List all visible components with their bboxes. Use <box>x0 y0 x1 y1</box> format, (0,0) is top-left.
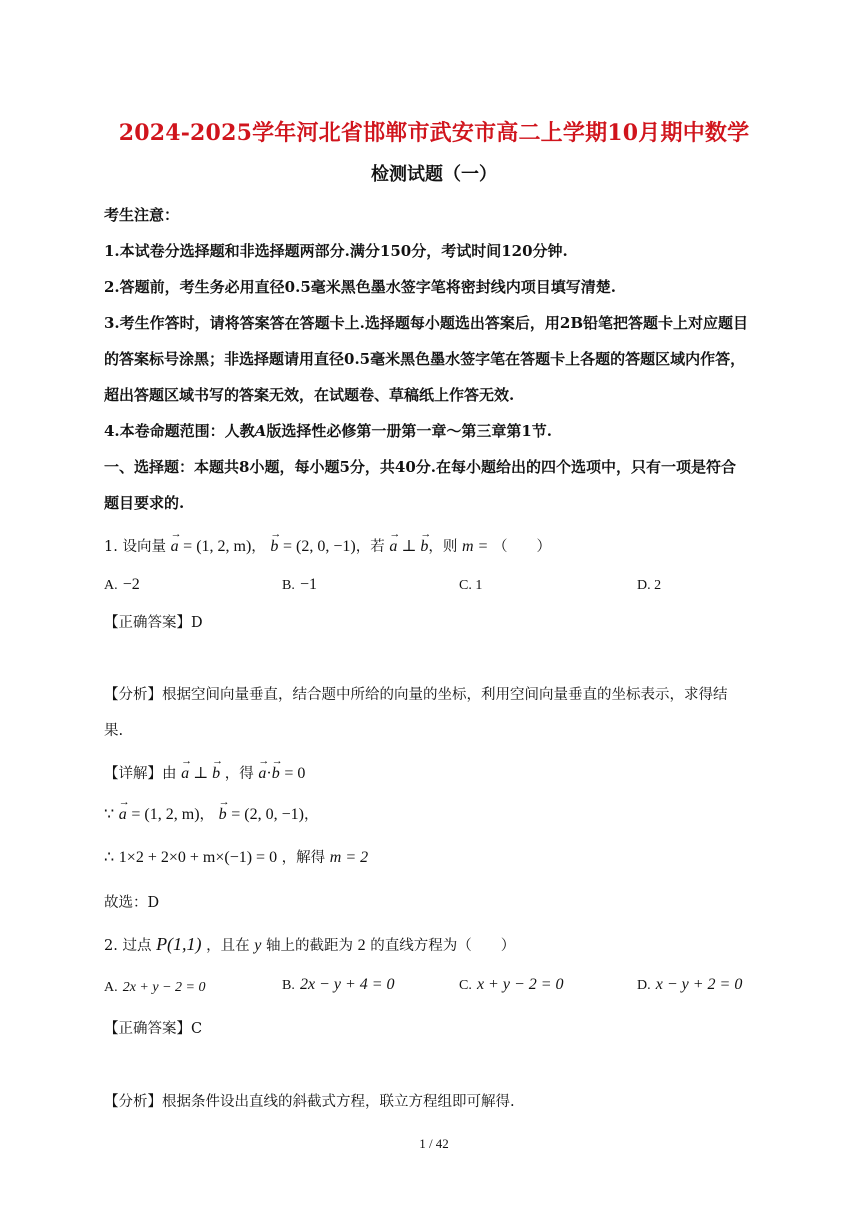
q1-detail-line2: ∵ → a = (1, 2, m)， → b = (2, 0, −1)， <box>104 803 318 824</box>
q1-answer: 【正确答案】D <box>104 615 203 631</box>
notice-item-4: 4.本卷命题范围：人教A版选择性必修第一册第一章～第三章第1节. <box>104 422 552 440</box>
notice-item-3-line3: 超出答题区域书写的答案无效，在试题卷、草稿纸上作答无效. <box>104 386 515 404</box>
q2-answer: 【正确答案】C <box>104 1021 203 1037</box>
document-title-line1: 2024-2025学年河北省邯郸市武安市高二上学期10月期中数学 <box>118 120 750 146</box>
q2-option-d: D. x − y + 2 = 0 <box>637 976 743 993</box>
q2-analysis: 【分析】根据条件设出直线的斜截式方程，联立方程组即可解得. <box>104 1094 515 1110</box>
document-title-line2: 检测试题（一） <box>371 164 497 185</box>
notice-item-1: 1.本试卷分选择题和非选择题两部分.满分150分，考试时间120分钟. <box>104 242 568 260</box>
q2-option-c: C. x + y − 2 = 0 <box>459 976 564 993</box>
vector-a: → a <box>171 538 179 556</box>
q1-option-b: B. −1 <box>282 576 317 593</box>
q1-detail-line3: ∴ 1×2 + 2×0 + m×(−1) = 0 ，解得 m = 2 <box>104 849 369 866</box>
vector-b: → b <box>270 538 278 556</box>
q1-analysis-line2: 果. <box>104 723 124 739</box>
q1-analysis-line1: 【分析】根据空间向量垂直，结合题中所给的向量的坐标，利用空间向量垂直的坐标表示，求得结 <box>104 687 728 703</box>
q1-option-d: D. 2 <box>637 578 662 593</box>
q1-option-c: C. 1 <box>459 578 483 593</box>
q1-detail-line1: 【详解】由 → a ⊥ → b ，得 → a·→ b = 0 <box>104 762 305 783</box>
page-number: 1 / 42 <box>419 1136 449 1151</box>
notice-item-2: 2.答题前，考生务必用直径0.5毫米黑色墨水签字笔将密封线内项目填写清楚. <box>104 278 616 296</box>
question-2-stem: 2. 过点 P(1,1) ，且在 y 轴上的截距为 2 的直线方程为（ ） <box>104 934 516 954</box>
notice-item-3-line1: 3.考生作答时，请将答案答在答题卡上.选择题每小题选出答案后，用2B铅笔把答题卡上对应题目 <box>104 314 749 332</box>
notice-item-3-line2: 的答案标号涂黑；非选择题请用直径0.5毫米黑色墨水签字笔在答题卡上各题的答题区域内作答， <box>104 350 746 368</box>
section-heading-line2: 题目要求的. <box>104 494 185 512</box>
q1-choose: 故选：D <box>104 895 160 911</box>
q1-option-a: A. −2 <box>104 576 140 593</box>
notice-heading: 考生注意： <box>104 206 180 224</box>
q2-option-b: B. 2x − y + 4 = 0 <box>282 976 395 993</box>
question-1-stem: 1. 设向量 → a = (1, 2, m)， → b = (2, 0, −1)，若 → a ⊥ → b，则 m = （ ） <box>104 535 551 556</box>
q2-option-a: A. 2x + y − 2 = 0 <box>104 980 206 995</box>
section-heading-line1: 一、选择题：本题共8小题，每小题5分，共40分.在每小题给出的四个选项中，只有一项是符合 <box>104 458 736 476</box>
